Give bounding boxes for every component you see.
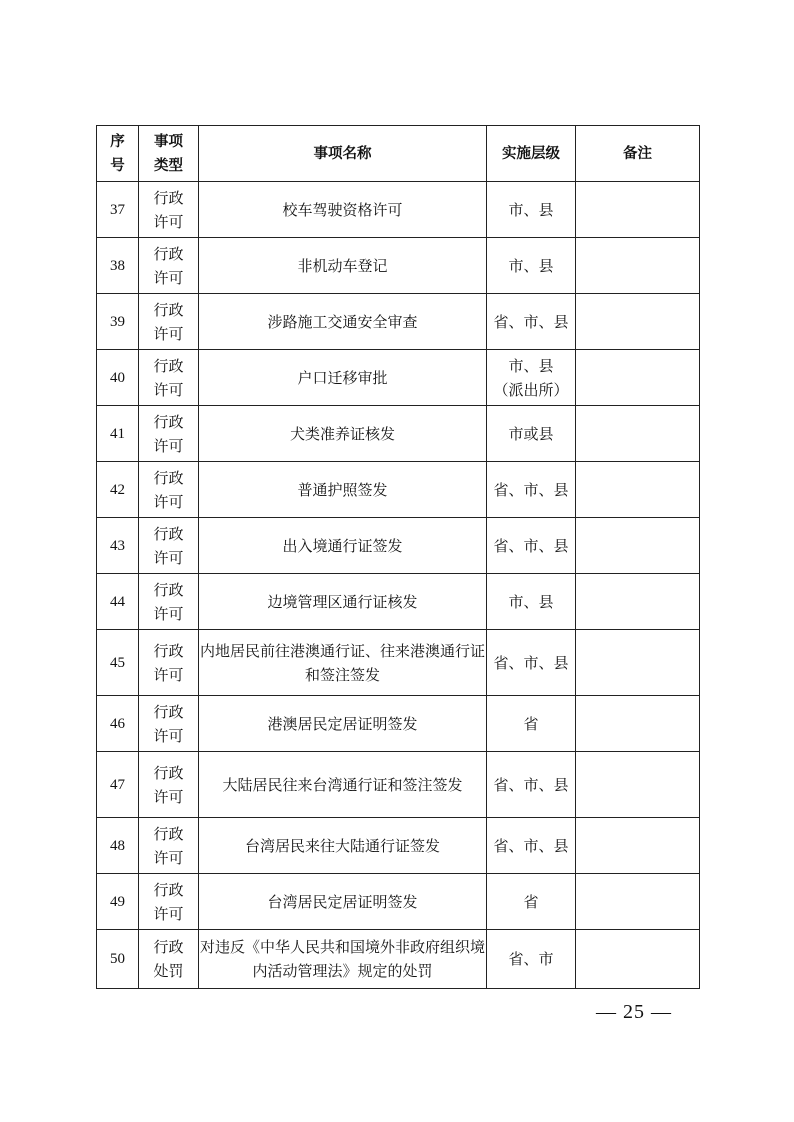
header-note: 备注 [576, 126, 700, 182]
row-name: 校车驾驶资格许可 [199, 182, 487, 238]
row-seq: 43 [97, 518, 139, 574]
row-note [576, 518, 700, 574]
row-note [576, 182, 700, 238]
row-level: 市、县 [487, 574, 576, 630]
row-level: 省、市、县 [487, 294, 576, 350]
row-name: 普通护照签发 [199, 462, 487, 518]
row-note [576, 462, 700, 518]
row-level: 省、市、县 [487, 818, 576, 874]
row-note [576, 238, 700, 294]
row-name: 非机动车登记 [199, 238, 487, 294]
row-level: 省、市、县 [487, 752, 576, 818]
row-level: 省、市 [487, 930, 576, 989]
row-type: 行政 许可 [139, 462, 199, 518]
row-name: 出入境通行证签发 [199, 518, 487, 574]
row-name: 大陆居民往来台湾通行证和签注签发 [199, 752, 487, 818]
table-row [97, 574, 700, 630]
table-row [97, 182, 700, 238]
row-type: 行政 许可 [139, 350, 199, 406]
header-name: 事项名称 [199, 126, 487, 182]
row-name: 户口迁移审批 [199, 350, 487, 406]
header-seq: 序 号 [97, 126, 139, 182]
row-note [576, 696, 700, 752]
row-seq: 38 [97, 238, 139, 294]
row-note [576, 874, 700, 930]
row-name: 涉路施工交通安全审查 [199, 294, 487, 350]
table-header-row [97, 126, 700, 182]
table-row [97, 752, 700, 818]
row-type: 行政 许可 [139, 752, 199, 818]
row-seq: 40 [97, 350, 139, 406]
row-level: 省 [487, 696, 576, 752]
row-type: 行政 许可 [139, 182, 199, 238]
row-seq: 41 [97, 406, 139, 462]
row-name: 边境管理区通行证核发 [199, 574, 487, 630]
header-type: 事项 类型 [139, 126, 199, 182]
row-level: 省、市、县 [487, 518, 576, 574]
row-seq: 39 [97, 294, 139, 350]
row-type: 行政 许可 [139, 294, 199, 350]
row-note [576, 930, 700, 989]
table-row [97, 818, 700, 874]
header-level: 实施层级 [487, 126, 576, 182]
table-row [97, 350, 700, 406]
row-name: 港澳居民定居证明签发 [199, 696, 487, 752]
row-name: 犬类准养证核发 [199, 406, 487, 462]
table-row [97, 874, 700, 930]
row-seq: 50 [97, 930, 139, 989]
row-note [576, 294, 700, 350]
table-body [97, 182, 700, 989]
row-name: 内地居民前往港澳通行证、往来港澳通行证和签注签发 [199, 630, 487, 696]
row-note [576, 350, 700, 406]
items-table [96, 125, 700, 989]
row-note [576, 818, 700, 874]
row-type: 行政 许可 [139, 238, 199, 294]
row-level: 市或县 [487, 406, 576, 462]
table-row [97, 238, 700, 294]
row-type: 行政 许可 [139, 406, 199, 462]
row-seq: 42 [97, 462, 139, 518]
row-type: 行政 许可 [139, 696, 199, 752]
row-type: 行政 许可 [139, 574, 199, 630]
row-type: 行政 许可 [139, 818, 199, 874]
table-row [97, 696, 700, 752]
row-type: 行政 处罚 [139, 930, 199, 989]
row-seq: 48 [97, 818, 139, 874]
row-level: 市、县 （派出所） [487, 350, 576, 406]
row-level: 市、县 [487, 182, 576, 238]
row-seq: 49 [97, 874, 139, 930]
row-type: 行政 许可 [139, 874, 199, 930]
table-row [97, 630, 700, 696]
row-seq: 44 [97, 574, 139, 630]
row-level: 省、市、县 [487, 462, 576, 518]
row-seq: 46 [97, 696, 139, 752]
row-type: 行政 许可 [139, 630, 199, 696]
row-seq: 37 [97, 182, 139, 238]
row-note [576, 574, 700, 630]
table-row [97, 294, 700, 350]
row-note [576, 630, 700, 696]
row-name: 台湾居民定居证明签发 [199, 874, 487, 930]
row-level: 市、县 [487, 238, 576, 294]
table-row [97, 930, 700, 989]
row-note [576, 752, 700, 818]
table-row [97, 518, 700, 574]
row-name: 台湾居民来往大陆通行证签发 [199, 818, 487, 874]
row-note [576, 406, 700, 462]
row-seq: 45 [97, 630, 139, 696]
row-level: 省、市、县 [487, 630, 576, 696]
page-number: — 25 — [596, 1001, 672, 1023]
row-level: 省 [487, 874, 576, 930]
table-row [97, 462, 700, 518]
row-name: 对违反《中华人民共和国境外非政府组织境内活动管理法》规定的处罚 [199, 930, 487, 989]
row-seq: 47 [97, 752, 139, 818]
row-type: 行政 许可 [139, 518, 199, 574]
table-row [97, 406, 700, 462]
